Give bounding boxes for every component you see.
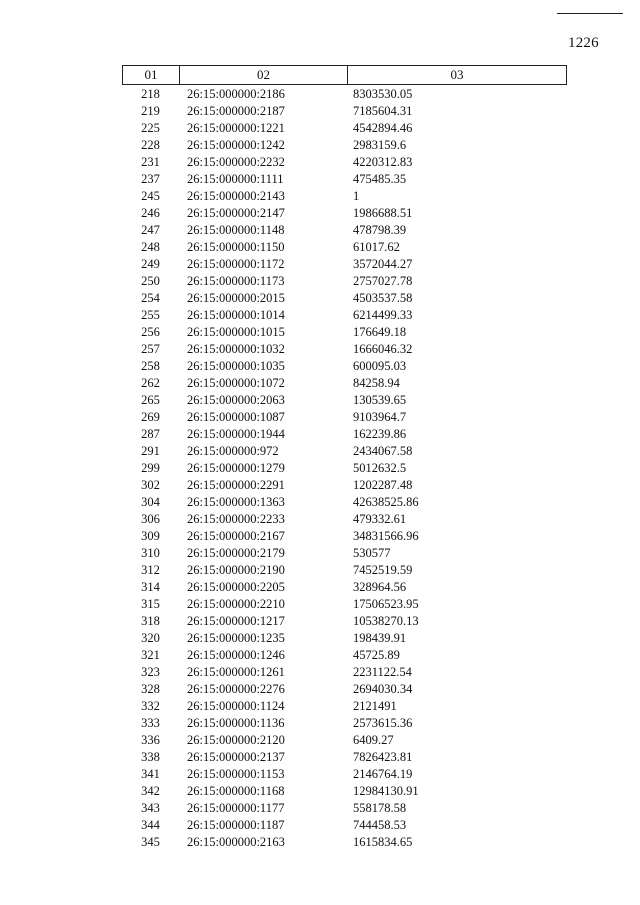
- row-number: 341: [141, 767, 160, 781]
- value: 600095.03: [353, 359, 407, 373]
- table-row: [122, 409, 567, 426]
- table-row: [122, 375, 567, 392]
- row-number: 338: [141, 750, 160, 764]
- value: 2757027.78: [353, 274, 413, 288]
- cadastral-number: 26:15:000000:1072: [187, 376, 285, 390]
- table-row: [122, 511, 567, 528]
- row-number: 231: [141, 155, 160, 169]
- value: 4503537.58: [353, 291, 413, 305]
- value: 2231122.54: [353, 665, 412, 679]
- value: 744458.53: [353, 818, 407, 832]
- row-number: 228: [141, 138, 160, 152]
- table-row: [122, 103, 567, 120]
- table-row: [122, 239, 567, 256]
- row-number: 323: [141, 665, 160, 679]
- table-row: [122, 188, 567, 205]
- row-number: 315: [141, 597, 160, 611]
- table-row: [122, 494, 567, 511]
- value: 478798.39: [353, 223, 407, 237]
- table-row: [122, 647, 567, 664]
- table-row: [122, 528, 567, 545]
- cadastral-number: 26:15:000000:1014: [187, 308, 285, 322]
- value: 475485.35: [353, 172, 407, 186]
- row-number: 320: [141, 631, 160, 645]
- cadastral-number: 26:15:000000:2163: [187, 835, 285, 849]
- row-number: 256: [141, 325, 160, 339]
- cadastral-number: 26:15:000000:1242: [187, 138, 285, 152]
- top-rule: [557, 13, 623, 14]
- cadastral-number: 26:15:000000:1124: [187, 699, 285, 713]
- value: 1666046.32: [353, 342, 413, 356]
- value: 328964.56: [353, 580, 407, 594]
- value: 45725.89: [353, 648, 400, 662]
- cadastral-number: 26:15:000000:2186: [187, 87, 285, 101]
- row-number: 257: [141, 342, 160, 356]
- table-row: [122, 732, 567, 749]
- value: 2121491: [353, 699, 397, 713]
- cadastral-number: 26:15:000000:1168: [187, 784, 285, 798]
- table-row: [122, 817, 567, 834]
- cadastral-number: 26:15:000000:2233: [187, 512, 285, 526]
- row-number: 245: [141, 189, 160, 203]
- cadastral-number: 26:15:000000:972: [187, 444, 279, 458]
- table-header: [122, 65, 567, 85]
- value: 6214499.33: [353, 308, 413, 322]
- table-row: [122, 341, 567, 358]
- row-number: 332: [141, 699, 160, 713]
- value: 17506523.95: [353, 597, 419, 611]
- table-row: [122, 664, 567, 681]
- value: 1986688.51: [353, 206, 413, 220]
- row-number: 249: [141, 257, 160, 271]
- header-col-02: 02: [180, 66, 348, 84]
- row-number: 218: [141, 87, 160, 101]
- cadastral-number: 26:15:000000:2137: [187, 750, 285, 764]
- row-number: 237: [141, 172, 160, 186]
- table-row: [122, 273, 567, 290]
- value: 558178.58: [353, 801, 407, 815]
- value: 84258.94: [353, 376, 400, 390]
- row-number: 269: [141, 410, 160, 424]
- table-row: [122, 749, 567, 766]
- table-row: [122, 477, 567, 494]
- table-row: [122, 766, 567, 783]
- value: 4220312.83: [353, 155, 413, 169]
- value: 1: [353, 189, 360, 203]
- row-number: 219: [141, 104, 160, 118]
- table-row: [122, 307, 567, 324]
- cadastral-number: 26:15:000000:1177: [187, 801, 285, 815]
- row-number: 304: [141, 495, 160, 509]
- cadastral-number: 26:15:000000:2063: [187, 393, 285, 407]
- value: 5012632.5: [353, 461, 407, 475]
- cadastral-number: 26:15:000000:1153: [187, 767, 285, 781]
- table-row: [122, 205, 567, 222]
- value: 198439.91: [353, 631, 407, 645]
- row-number: 258: [141, 359, 160, 373]
- cadastral-number: 26:15:000000:1246: [187, 648, 285, 662]
- row-number: 321: [141, 648, 160, 662]
- cadastral-number: 26:15:000000:2143: [187, 189, 285, 203]
- row-number: 333: [141, 716, 160, 730]
- table-row: [122, 681, 567, 698]
- cadastral-number: 26:15:000000:1187: [187, 818, 285, 832]
- cadastral-number: 26:15:000000:2210: [187, 597, 285, 611]
- row-number: 309: [141, 529, 160, 543]
- value: 2983159.6: [353, 138, 407, 152]
- table-row: [122, 579, 567, 596]
- value: 6409.27: [353, 733, 394, 747]
- table-row: [122, 834, 567, 851]
- table-row: [122, 324, 567, 341]
- value: 7185604.31: [353, 104, 413, 118]
- row-number: 250: [141, 274, 160, 288]
- table-row: [122, 596, 567, 613]
- value: 61017.62: [353, 240, 400, 254]
- cadastral-number: 26:15:000000:2291: [187, 478, 285, 492]
- table-row: [122, 120, 567, 137]
- table-row: [122, 86, 567, 103]
- row-number: 247: [141, 223, 160, 237]
- table-row: [122, 171, 567, 188]
- row-number: 336: [141, 733, 160, 747]
- value: 1615834.65: [353, 835, 413, 849]
- value: 2434067.58: [353, 444, 413, 458]
- row-number: 342: [141, 784, 160, 798]
- cadastral-number: 26:15:000000:2187: [187, 104, 285, 118]
- cadastral-number: 26:15:000000:1944: [187, 427, 285, 441]
- value: 2694030.34: [353, 682, 413, 696]
- cadastral-number: 26:15:000000:2276: [187, 682, 285, 696]
- row-number: 287: [141, 427, 160, 441]
- cadastral-number: 26:15:000000:1032: [187, 342, 285, 356]
- table-body: [122, 86, 567, 851]
- value: 479332.61: [353, 512, 407, 526]
- cadastral-number: 26:15:000000:2147: [187, 206, 285, 220]
- cadastral-number: 26:15:000000:2120: [187, 733, 285, 747]
- value: 7452519.59: [353, 563, 413, 577]
- cadastral-number: 26:15:000000:1035: [187, 359, 285, 373]
- cadastral-number: 26:15:000000:1261: [187, 665, 285, 679]
- cadastral-number: 26:15:000000:1136: [187, 716, 285, 730]
- row-number: 344: [141, 818, 160, 832]
- row-number: 318: [141, 614, 160, 628]
- cadastral-number: 26:15:000000:1150: [187, 240, 285, 254]
- cadastral-number: 26:15:000000:1363: [187, 495, 285, 509]
- cadastral-number: 26:15:000000:2190: [187, 563, 285, 577]
- row-number: 312: [141, 563, 160, 577]
- value: 130539.65: [353, 393, 407, 407]
- table-row: [122, 290, 567, 307]
- table-row: [122, 392, 567, 409]
- value: 1202287.48: [353, 478, 413, 492]
- table-row: [122, 358, 567, 375]
- cadastral-number: 26:15:000000:1015: [187, 325, 285, 339]
- cadastral-number: 26:15:000000:2179: [187, 546, 285, 560]
- cadastral-number: 26:15:000000:2167: [187, 529, 285, 543]
- row-number: 310: [141, 546, 160, 560]
- row-number: 248: [141, 240, 160, 254]
- row-number: 265: [141, 393, 160, 407]
- header-col-01: 01: [123, 66, 180, 84]
- cadastral-number: 26:15:000000:2205: [187, 580, 285, 594]
- value: 10538270.13: [353, 614, 419, 628]
- table-row: [122, 715, 567, 732]
- cadastral-number: 26:15:000000:1279: [187, 461, 285, 475]
- table-row: [122, 783, 567, 800]
- row-number: 254: [141, 291, 160, 305]
- value: 42638525.86: [353, 495, 419, 509]
- table-row: [122, 698, 567, 715]
- value: 2146764.19: [353, 767, 413, 781]
- page-number: 1226: [568, 35, 599, 51]
- table-row: [122, 443, 567, 460]
- value: 4542894.46: [353, 121, 413, 135]
- cadastral-number: 26:15:000000:1111: [187, 172, 284, 186]
- value: 3572044.27: [353, 257, 413, 271]
- table-row: [122, 256, 567, 273]
- value: 12984130.91: [353, 784, 419, 798]
- row-number: 255: [141, 308, 160, 322]
- row-number: 299: [141, 461, 160, 475]
- table-row: [122, 613, 567, 630]
- cadastral-number: 26:15:000000:1235: [187, 631, 285, 645]
- value: 176649.18: [353, 325, 407, 339]
- cadastral-number: 26:15:000000:1172: [187, 257, 285, 271]
- cadastral-number: 26:15:000000:1087: [187, 410, 285, 424]
- row-number: 343: [141, 801, 160, 815]
- row-number: 225: [141, 121, 160, 135]
- cadastral-number: 26:15:000000:1221: [187, 121, 285, 135]
- row-number: 246: [141, 206, 160, 220]
- value: 7826423.81: [353, 750, 413, 764]
- cadastral-number: 26:15:000000:2232: [187, 155, 285, 169]
- value: 2573615.36: [353, 716, 413, 730]
- value: 34831566.96: [353, 529, 419, 543]
- table-row: [122, 630, 567, 647]
- row-number: 345: [141, 835, 160, 849]
- cadastral-number: 26:15:000000:1217: [187, 614, 285, 628]
- row-number: 262: [141, 376, 160, 390]
- cadastral-number: 26:15:000000:2015: [187, 291, 285, 305]
- cadastral-number: 26:15:000000:1148: [187, 223, 285, 237]
- table-row: [122, 545, 567, 562]
- table-row: [122, 460, 567, 477]
- row-number: 302: [141, 478, 160, 492]
- table-row: [122, 154, 567, 171]
- value: 9103964.7: [353, 410, 407, 424]
- table-row: [122, 426, 567, 443]
- table-row: [122, 137, 567, 154]
- table-row: [122, 222, 567, 239]
- header-col-03: 03: [450, 67, 464, 82]
- row-number: 291: [141, 444, 160, 458]
- row-number: 314: [141, 580, 160, 594]
- value: 530577: [353, 546, 391, 560]
- row-number: 306: [141, 512, 160, 526]
- table-row: [122, 800, 567, 817]
- cadastral-number: 26:15:000000:1173: [187, 274, 285, 288]
- value: 8303530.05: [353, 87, 413, 101]
- row-number: 328: [141, 682, 160, 696]
- value: 162239.86: [353, 427, 407, 441]
- table-row: [122, 562, 567, 579]
